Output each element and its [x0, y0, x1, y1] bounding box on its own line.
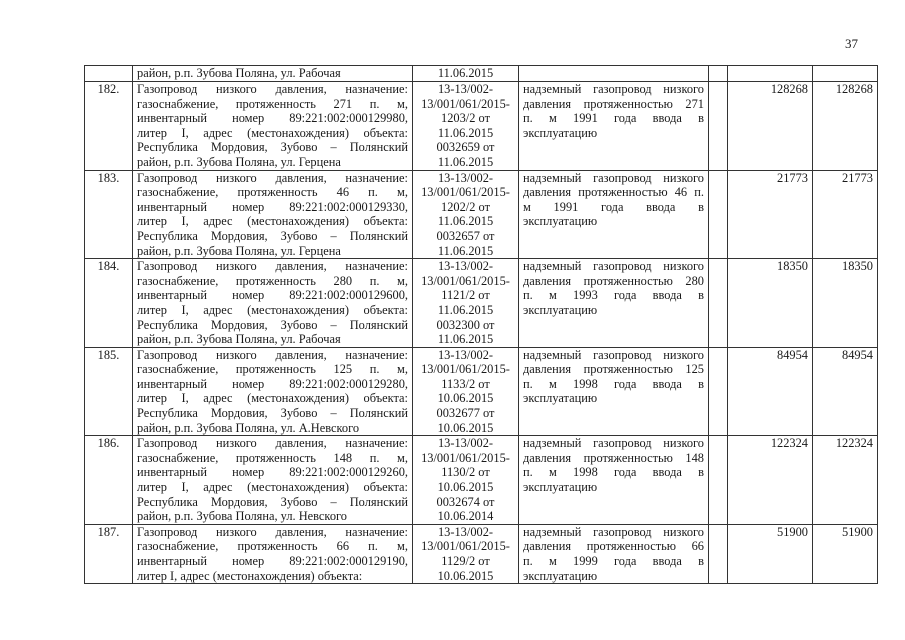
empty-cell [709, 170, 728, 259]
empty-cell [709, 259, 728, 348]
description-line: газоснабжение, протяженность 280 п. м, [137, 273, 408, 288]
object-description-cell [133, 347, 413, 436]
description-line: газоснабжение, протяженность 271 п. м, [137, 96, 408, 111]
registration-line: 11.06.2015 [437, 214, 494, 229]
row-number-cell: 183. [85, 170, 133, 259]
characteristics-line: п. м 1999 года ввода в [523, 554, 704, 568]
registration-line: 10.06.2015 [437, 480, 494, 495]
registration-line: 1130/2 от [441, 465, 490, 480]
registration-cell [413, 524, 519, 583]
characteristics-line: эксплуатацию [523, 568, 598, 583]
value-cell-1 [728, 66, 813, 82]
table-row [85, 259, 878, 348]
characteristics-line: надземный газопровод низкого [523, 170, 704, 185]
characteristics-line: п. м 1993 года ввода в [523, 288, 704, 303]
empty-cell [709, 524, 728, 583]
value-cell-2: 21773 [813, 170, 878, 259]
registration-line: 13-13/002- [437, 524, 494, 539]
description-line: литер I, адрес (местонахождения) объекта: [137, 480, 408, 495]
description-line: район, р.п. Зубова Поляна, ул. А.Невского [137, 420, 360, 435]
registration-line: 0032659 от [436, 140, 495, 155]
object-description-cell [133, 82, 413, 171]
registration-line: 11.06.2015 [437, 66, 494, 80]
description-line: Республика Мордовия, Зубово – Полянский [137, 406, 408, 421]
object-description-cell [133, 170, 413, 259]
registration-cell [413, 82, 519, 171]
description-line: инвентарный номер 89:221:002:000129600, [137, 288, 408, 303]
table-row [85, 524, 878, 583]
registration-cell [413, 436, 519, 525]
registration-line: 13/001/061/2015- [421, 362, 510, 377]
description-line: инвентарный номер 89:221:002:000129280, [137, 376, 408, 391]
registration-cell [413, 347, 519, 436]
characteristics-line: эксплуатацию [523, 302, 598, 317]
description-line: инвентарный номер 89:221:002:000129190, [137, 554, 408, 568]
registration-line: 13/001/061/2015- [421, 273, 510, 288]
description-line: газоснабжение, протяженность 125 п. м, [137, 362, 408, 377]
property-table [84, 65, 878, 584]
characteristics-cell [519, 436, 709, 525]
characteristics-line: давления протяженностью 46 п. [523, 185, 704, 200]
object-description-cell [133, 259, 413, 348]
description-line: Республика Мордовия, Зубово – Полянский [137, 228, 408, 243]
characteristics-line: эксплуатацию [523, 391, 598, 406]
empty-cell [709, 347, 728, 436]
characteristics-line: эксплуатацию [523, 480, 598, 495]
registration-line: 11.06.2015 [437, 243, 494, 258]
registration-line: 0032657 от [436, 228, 495, 243]
description-line: литер I, адрес (местонахождения) объекта: [137, 302, 408, 317]
characteristics-cell [519, 82, 709, 171]
registration-line: 10.06.2015 [437, 568, 494, 583]
characteristics-cell [519, 524, 709, 583]
table-row-continuation [85, 66, 878, 82]
description-line: инвентарный номер 89:221:002:000129980, [137, 111, 408, 126]
description-line: район, р.п. Зубова Поляна, ул. Герцена [137, 154, 341, 169]
registration-line: 1202/2 от [441, 199, 490, 214]
row-number-cell: 187. [85, 524, 133, 583]
registration-line: 11.06.2015 [437, 332, 494, 347]
description-line: район, р.п. Зубова Поляна, ул. Рабочая [137, 332, 341, 347]
row-number-cell: 182. [85, 82, 133, 171]
description-line: Газопровод низкого давления, назначение: [137, 82, 408, 96]
registration-line: 10.06.2015 [437, 391, 494, 406]
description-line: газоснабжение, протяженность 66 п. м, [137, 539, 408, 554]
registration-line: 1203/2 от [441, 111, 490, 126]
description-line: Республика Мордовия, Зубово – Полянский [137, 317, 408, 332]
characteristics-cell [519, 259, 709, 348]
object-description-cell [133, 436, 413, 525]
object-description-cell [133, 524, 413, 583]
description-line: район, р.п. Зубова Поляна, ул. Рабочая [137, 66, 341, 80]
registration-line: 1121/2 от [441, 288, 490, 303]
registration-line: 0032674 от [436, 494, 495, 509]
registration-line: 0032677 от [436, 406, 495, 421]
characteristics-line: давления протяженностью 125 [523, 362, 704, 377]
characteristics-line: надземный газопровод низкого [523, 436, 704, 451]
description-line: инвентарный номер 89:221:002:000129330, [137, 199, 408, 214]
registration-line: 13-13/002- [437, 82, 494, 96]
characteristics-line: п. м 1998 года ввода в [523, 465, 704, 480]
description-line: Газопровод низкого давления, назначение: [137, 170, 408, 185]
characteristics-line: давления протяженностью 66 [523, 539, 704, 554]
value-cell-1: 128268 [728, 82, 813, 171]
page-number: 37 [845, 36, 858, 51]
value-cell-1: 51900 [728, 524, 813, 583]
description-line: литер I, адрес (местонахождения) объекта: [137, 568, 363, 583]
row-number-cell: 186. [85, 436, 133, 525]
registration-line: 10.06.2014 [437, 509, 494, 524]
characteristics-line: эксплуатацию [523, 125, 598, 140]
registration-line: 11.06.2015 [437, 125, 494, 140]
table-row [85, 436, 878, 525]
characteristics-line: надземный газопровод низкого [523, 259, 704, 274]
description-line: литер I, адрес (местонахождения) объекта: [137, 391, 408, 406]
value-cell-2: 84954 [813, 347, 878, 436]
characteristics-cell [519, 170, 709, 259]
description-line: Республика Мордовия, Зубово – Полянский [137, 140, 408, 155]
description-line: район, р.п. Зубова Поляна, ул. Невского [137, 509, 347, 524]
value-cell-1: 21773 [728, 170, 813, 259]
table-row [85, 347, 878, 436]
object-description-cell [133, 66, 413, 82]
value-cell-2 [813, 66, 878, 82]
registration-line: 0032300 от [436, 317, 495, 332]
row-number-cell: 185. [85, 347, 133, 436]
registration-line: 13-13/002- [437, 259, 494, 274]
description-line: литер I, адрес (местонахождения) объекта: [137, 125, 408, 140]
registration-cell [413, 66, 519, 82]
registration-line: 10.06.2015 [437, 420, 494, 435]
characteristics-line: надземный газопровод низкого [523, 524, 704, 539]
row-number-cell: 184. [85, 259, 133, 348]
description-line: газоснабжение, протяженность 46 п. м, [137, 185, 408, 200]
characteristics-line: давления протяженностью 271 [523, 96, 704, 111]
value-cell-1: 122324 [728, 436, 813, 525]
registration-line: 13/001/061/2015- [421, 185, 510, 200]
description-line: Республика Мордовия, Зубово – Полянский [137, 494, 408, 509]
value-cell-2: 18350 [813, 259, 878, 348]
characteristics-line: п. м 1991 года ввода в [523, 111, 704, 126]
registration-cell [413, 259, 519, 348]
description-line: Газопровод низкого давления, назначение: [137, 259, 408, 274]
registration-cell [413, 170, 519, 259]
description-line: Газопровод низкого давления, назначение: [137, 524, 408, 539]
characteristics-cell [519, 347, 709, 436]
description-line: газоснабжение, протяженность 148 п. м, [137, 450, 408, 465]
empty-cell [709, 436, 728, 525]
characteristics-line: давления протяженностью 280 [523, 273, 704, 288]
value-cell-2: 51900 [813, 524, 878, 583]
description-line: инвентарный номер 89:221:002:000129260, [137, 465, 408, 480]
value-cell-2: 128268 [813, 82, 878, 171]
table-row [85, 170, 878, 259]
value-cell-1: 84954 [728, 347, 813, 436]
row-number-cell [85, 66, 133, 82]
description-line: район, р.п. Зубова Поляна, ул. Герцена [137, 243, 341, 258]
characteristics-line: надземный газопровод низкого [523, 347, 704, 362]
registration-line: 1133/2 от [441, 376, 490, 391]
registration-line: 13/001/061/2015- [421, 450, 510, 465]
description-line: Газопровод низкого давления, назначение: [137, 436, 408, 451]
registration-line: 13/001/061/2015- [421, 96, 510, 111]
characteristics-line: давления протяженностью 148 [523, 450, 704, 465]
registration-line: 13-13/002- [437, 436, 494, 451]
registration-line: 13/001/061/2015- [421, 539, 510, 554]
registration-line: 1129/2 от [441, 554, 490, 568]
characteristics-line: эксплуатацию [523, 214, 598, 229]
characteristics-line: п. м 1998 года ввода в [523, 376, 704, 391]
table-row [85, 82, 878, 171]
registration-line: 13-13/002- [437, 170, 494, 185]
value-cell-1: 18350 [728, 259, 813, 348]
description-line: Газопровод низкого давления, назначение: [137, 347, 408, 362]
characteristics-line: м 1991 года ввода в [523, 199, 704, 214]
registration-line: 11.06.2015 [437, 302, 494, 317]
value-cell-2: 122324 [813, 436, 878, 525]
registration-line: 13-13/002- [437, 347, 494, 362]
registration-line: 11.06.2015 [437, 154, 494, 169]
empty-cell [709, 82, 728, 171]
description-line: литер I, адрес (местонахождения) объекта: [137, 214, 408, 229]
characteristics-line: надземный газопровод низкого [523, 82, 704, 96]
characteristics-cell [519, 66, 709, 82]
empty-cell [709, 66, 728, 82]
